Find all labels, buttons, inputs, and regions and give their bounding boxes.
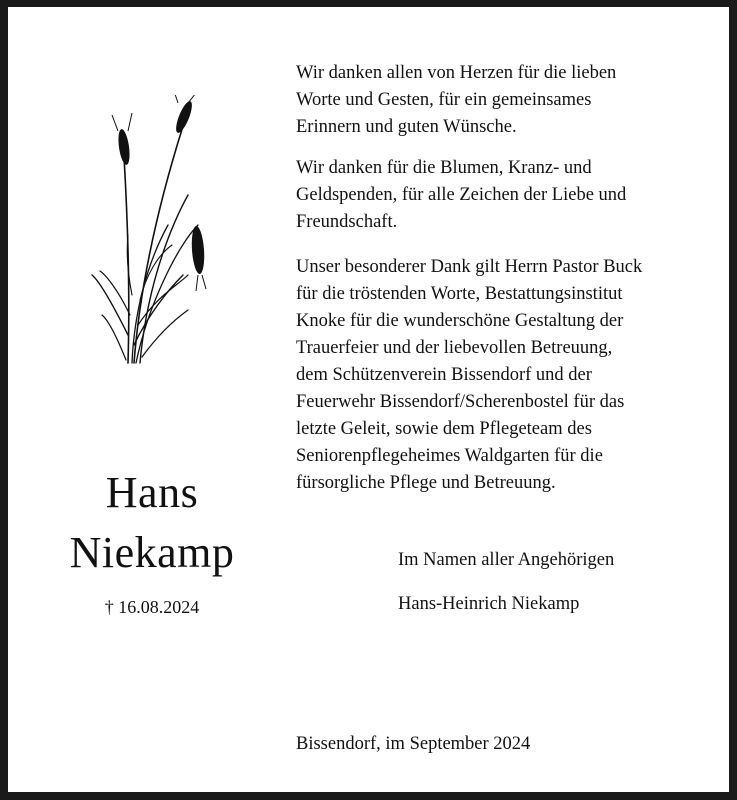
place-and-date: Bissendorf, im September 2024 xyxy=(296,734,531,754)
text-line: Unser besonderer Dank gilt Herrn Pastor Buck xyxy=(296,257,643,277)
text-line: Seniorenpflegeheimes Waldgarten für die xyxy=(296,446,603,466)
text-line: Knoke für die wunderschöne Gestaltung der xyxy=(296,311,624,331)
text-line: Freundschaft. xyxy=(296,212,398,232)
text-line: Worte und Gesten, für ein gemeinsames xyxy=(296,90,592,110)
deceased-first-name: Hans xyxy=(105,468,199,517)
text-line: fürsorgliche Pflege und Betreuung. xyxy=(296,473,556,493)
thanks-paragraph-1 xyxy=(296,60,736,141)
text-line: Trauerfeier und der liebevollen Betreuung, xyxy=(296,338,613,358)
text-line: Feuerwehr Bissendorf/Scherenbostel für das xyxy=(296,392,625,412)
text-line: für die tröstenden Worte, Bestattungsinstitut xyxy=(296,284,623,304)
text-line: Wir danken allen von Herzen für die lieben xyxy=(296,63,617,83)
text-line: letzte Geleit, sowie dem Pflegeteam des xyxy=(296,419,592,439)
text-line: Erinnern und guten Wünsche. xyxy=(296,117,517,137)
text-line: Geldspenden, für alle Zeichen der Liebe und xyxy=(296,185,627,205)
death-date: † 16.08.2024 xyxy=(104,597,200,617)
thanks-paragraph-3 xyxy=(296,254,736,497)
text-line: Wir danken für die Blumen, Kranz- und xyxy=(296,158,592,178)
thanks-paragraph-2 xyxy=(296,155,736,236)
deceased-last-name: Niekamp xyxy=(69,528,235,577)
signature-name: Hans-Heinrich Niekamp xyxy=(398,594,580,614)
text-line: dem Schützenverein Bissendorf und der xyxy=(296,365,592,385)
wheat-ears-icon xyxy=(88,95,218,367)
signature-intro: Im Namen aller Angehörigen xyxy=(398,550,615,570)
